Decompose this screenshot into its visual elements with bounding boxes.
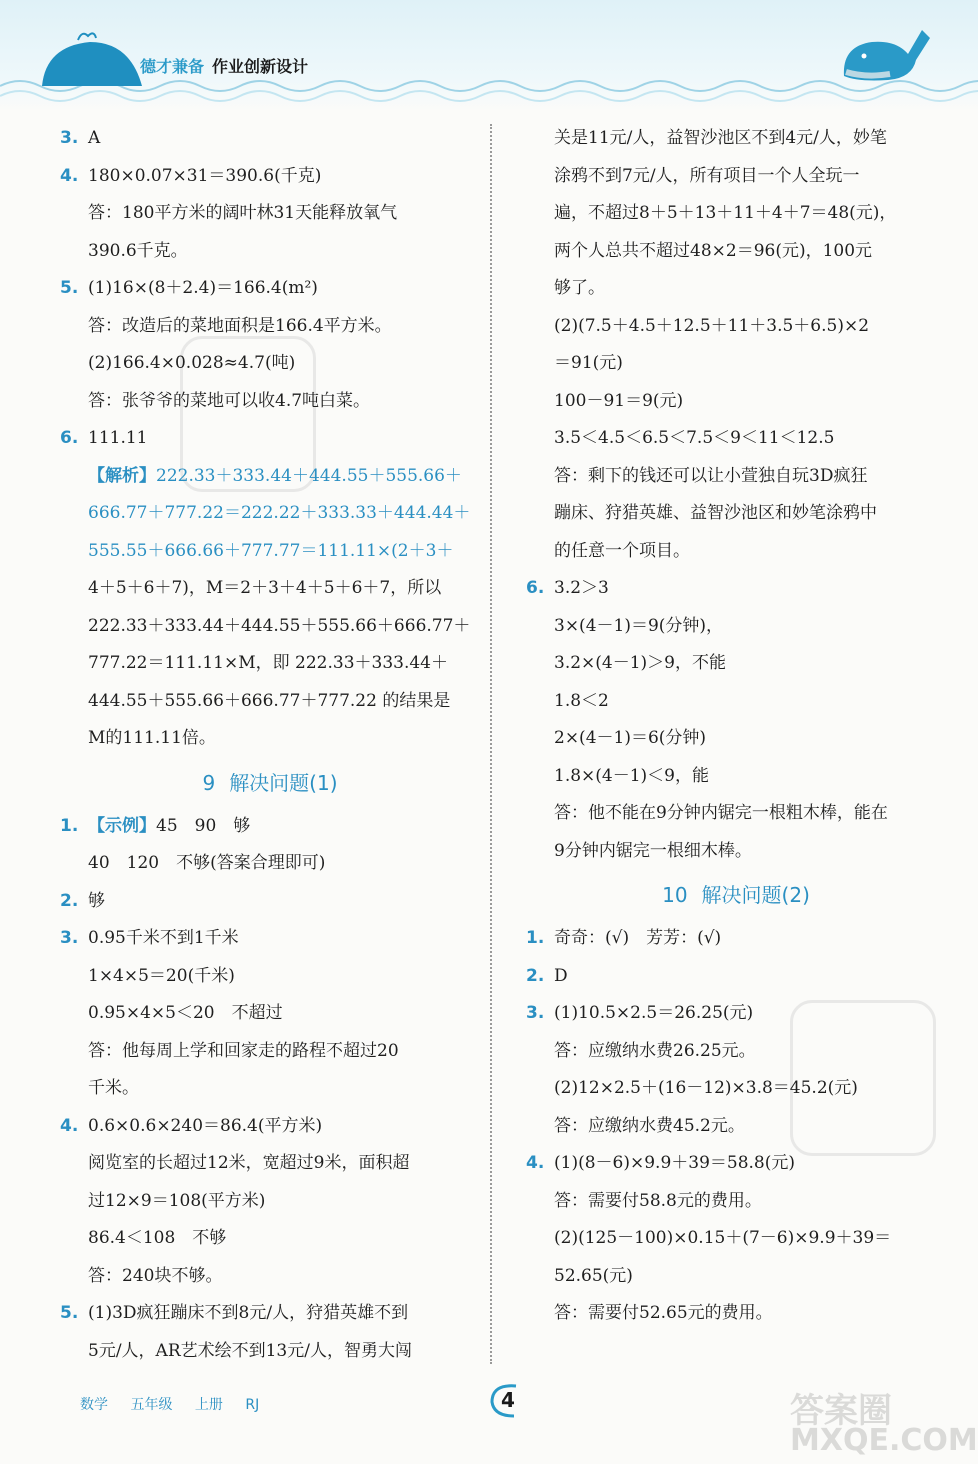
answer-line [526, 1183, 946, 1221]
answer-line [526, 533, 946, 571]
answer-line [526, 683, 946, 721]
answer-text: 过12×9＝108(平方米) [88, 1190, 266, 1211]
answer-text: 0.6×0.6×240＝86.4(平方米) [88, 1115, 323, 1136]
answer-line [60, 683, 480, 721]
answer-line [526, 758, 946, 796]
answer-line [526, 345, 946, 383]
answer-line [60, 995, 480, 1033]
answer-text: 666.77＋777.22＝222.22＋333.33＋444.44＋ [88, 503, 471, 523]
answer-text: 9分钟内锯完一根细木棒。 [554, 840, 752, 861]
question-number: 5. [60, 1303, 79, 1323]
answer-text: 444.55＋555.66＋666.77＋777.22 的结果是 [88, 690, 451, 711]
answer-line [60, 195, 480, 233]
answer-line [526, 120, 946, 158]
answer-line [526, 233, 946, 271]
answer-line [60, 233, 480, 271]
section-heading [526, 870, 946, 920]
answer-text: 关是11元/人，益智沙池区不到4元/人，妙笔 [554, 128, 887, 148]
question-number: 6. [526, 578, 545, 598]
answer-line [60, 845, 480, 883]
answer-line [526, 1145, 946, 1183]
answer-text: 3.5＜4.5＜6.5＜7.5＜9＜11＜12.5 [554, 428, 835, 448]
answer-text: 的任意一个项目。 [554, 540, 690, 561]
footer-info [80, 1394, 277, 1414]
answer-line [526, 570, 946, 608]
answer-line [60, 1145, 480, 1183]
answer-text: 够了。 [554, 278, 605, 298]
answer-line [60, 158, 480, 196]
question-number: 1. [60, 815, 79, 836]
answer-line [526, 795, 946, 833]
question-number: 3. [526, 1003, 545, 1023]
answer-text: 答：张爷爷的菜地可以收4.7吨白菜。 [88, 390, 371, 411]
page-number [486, 1382, 530, 1418]
answer-text: 答：他不能在9分钟内锯完一根粗木棒，能在 [554, 803, 888, 823]
answer-text: 答：他每周上学和回家走的路程不超过20 [88, 1040, 399, 1061]
answer-text: 3.2＞3 [554, 578, 609, 598]
answer-text: 3.2×(4－1)＞9，不能 [554, 653, 726, 673]
answer-text: 0.95×4×5＜20 不超过 [88, 1003, 283, 1023]
footer-grade: 五年级 [130, 1397, 173, 1413]
answer-line [526, 1295, 946, 1333]
answer-line [60, 570, 480, 608]
question-number: 1. [526, 928, 545, 948]
question-number: 2. [526, 965, 545, 986]
answer-text: D [554, 965, 568, 986]
answer-text: 答：应缴纳水费26.25元。 [554, 1040, 756, 1061]
answer-line [60, 1258, 480, 1296]
watermark [790, 1391, 978, 1458]
answer-text: 0.95千米不到1千米 [88, 928, 239, 948]
answer-line [60, 308, 480, 346]
answer-line [526, 833, 946, 871]
answer-text: 答：剩下的钱还可以让小萱独自玩3D疯狂 [554, 465, 868, 486]
answer-line [60, 1033, 480, 1071]
answer-text: 答：240块不够。 [88, 1265, 223, 1286]
answer-line [60, 608, 480, 646]
answer-line [60, 1108, 480, 1146]
whale-icon [838, 22, 934, 82]
answer-text: 390.6千克。 [88, 240, 188, 261]
answer-text: 1.8＜2 [554, 690, 609, 711]
answer-line [60, 720, 480, 758]
answer-line [60, 120, 480, 158]
question-number: 5. [60, 278, 79, 298]
question-number: 3. [60, 128, 79, 148]
answer-line [60, 883, 480, 921]
answer-text: 777.22＝111.11×M，即 222.33＋333.44＋ [88, 653, 448, 673]
answer-text: 86.4＜108 不够 [88, 1228, 227, 1248]
answer-text: (2)(125－100)×0.15＋(7－6)×9.9＋39＝ [554, 1228, 892, 1248]
watermark-line2: MXQE.COM [790, 1423, 978, 1458]
answer-line [526, 920, 946, 958]
answer-line [526, 270, 946, 308]
answer-line [526, 495, 946, 533]
answer-line [526, 995, 946, 1033]
section-number: 9 [202, 770, 216, 795]
answer-text: 千米。 [88, 1078, 139, 1098]
answer-text: 答：改造后的菜地面积是166.4平方米。 [88, 315, 392, 336]
question-number: 4. [526, 1153, 545, 1173]
answer-text: (1)3D疯狂蹦床不到8元/人，狩猎英雄不到 [88, 1303, 409, 1323]
answer-text: 奇奇：(√) 芳芳：(√) [554, 928, 722, 948]
answer-text: 答：需要付52.65元的费用。 [554, 1303, 773, 1323]
question-number: 4. [60, 1115, 79, 1136]
footer-edition: RJ [245, 1397, 260, 1413]
answer-text: 222.33＋333.44＋444.55＋555.66＋666.77＋ [88, 615, 471, 636]
answer-line [526, 158, 946, 196]
answer-text: (1)10.5×2.5＝26.25(元) [554, 1003, 754, 1023]
answer-text: 40 120 不够(答案合理即可) [88, 853, 326, 873]
answer-line [526, 1070, 946, 1108]
answer-text: (2)(7.5＋4.5＋12.5＋11＋3.5＋6.5)×2 [554, 315, 870, 336]
answer-text: 涂鸦不到7元/人，所有项目一个人全玩一 [554, 165, 860, 186]
brand-name: 德才兼备 [140, 57, 205, 76]
answer-line [60, 383, 480, 421]
section-title: 解决问题(2) [701, 883, 810, 907]
answer-tag: 【解析】 [88, 465, 156, 486]
page-header [0, 0, 978, 110]
answer-line [60, 645, 480, 683]
answer-line [526, 195, 946, 233]
answer-line [526, 308, 946, 346]
brand-title [140, 54, 308, 77]
answer-line [526, 1108, 946, 1146]
footer-volume: 上册 [194, 1397, 223, 1413]
question-number: 4. [60, 165, 79, 186]
answer-line [60, 808, 480, 846]
section-title: 解决问题(1) [229, 770, 338, 795]
answer-text: 555.55＋666.66＋777.77＝111.11×(2＋3＋ [88, 540, 454, 561]
answer-line [526, 458, 946, 496]
answer-text: 1.8×(4－1)＜9，能 [554, 765, 709, 786]
watermark-line1: 答案圈 [790, 1391, 892, 1431]
answer-line [526, 645, 946, 683]
answer-line [60, 920, 480, 958]
answer-line [60, 270, 480, 308]
answer-text: A [88, 128, 101, 148]
answer-text: 遍，不超过8＋5＋13＋11＋4＋7＝48(元)， [554, 203, 897, 223]
answer-line [526, 958, 946, 996]
answer-line [60, 1220, 480, 1258]
answer-line [526, 420, 946, 458]
answer-text: 够 [88, 890, 105, 911]
section-number: 10 [662, 883, 688, 907]
column-divider [490, 124, 492, 1364]
answer-text: (2)166.4×0.028≈4.7(吨) [88, 353, 296, 373]
answer-line [60, 533, 480, 571]
answer-text: 2×(4－1)＝6(分钟) [554, 728, 707, 748]
answer-text: 111.11 [88, 428, 148, 448]
answer-line [60, 495, 480, 533]
whale-icon [38, 26, 148, 92]
answer-text: ＝91(元) [554, 353, 623, 373]
question-number: 2. [60, 890, 79, 911]
brand-slogan: 作业创新设计 [212, 57, 309, 76]
answer-tag: 【示例】 [88, 815, 156, 836]
answer-line [526, 1033, 946, 1071]
answer-line [526, 1258, 946, 1296]
answer-text: 蹦床、狩猎英雄、益智沙池区和妙笔涂鸦中 [554, 503, 877, 523]
answer-text: 222.33＋333.44＋444.55＋555.66＋ [156, 465, 462, 486]
answer-line [60, 1183, 480, 1221]
answer-line [60, 458, 480, 496]
footer-subject: 数学 [80, 1397, 108, 1413]
answer-text: 阅览室的长超过12米，宽超过9米，面积超 [88, 1153, 410, 1173]
answer-text: (1)(8－6)×9.9＋39＝58.8(元) [554, 1153, 796, 1173]
answer-text: 180×0.07×31＝390.6(千克) [88, 165, 322, 186]
answer-text: 4＋5＋6＋7)，M＝2＋3＋4＋5＋6＋7，所以 [88, 578, 442, 598]
answer-text: 100－91＝9(元) [554, 390, 684, 411]
answer-text: (1)16×(8＋2.4)＝166.4(m²) [88, 278, 318, 298]
answer-text: 两个人总共不超过48×2＝96(元)，100元 [554, 240, 873, 261]
answer-line [60, 420, 480, 458]
answer-line [526, 608, 946, 646]
question-number: 6. [60, 428, 79, 448]
answer-line [60, 1070, 480, 1108]
question-number: 3. [60, 928, 79, 948]
answer-text: 5元/人，AR艺术绘不到13元/人，智勇大闯 [88, 1340, 412, 1361]
answer-line [526, 720, 946, 758]
answer-text: 答：180平方米的阔叶林31天能释放氧气 [88, 203, 398, 223]
answer-text: M的111.11倍。 [88, 728, 216, 748]
answer-line [60, 958, 480, 996]
answer-text: 答：需要付58.8元的费用。 [554, 1190, 762, 1211]
answer-line [526, 383, 946, 421]
section-heading [60, 758, 480, 808]
answer-text: 52.65(元) [554, 1265, 633, 1286]
answer-text: 3×(4－1)＝9(分钟)， [554, 615, 724, 636]
right-column [526, 120, 946, 1333]
answer-line [60, 1295, 480, 1333]
left-column [60, 120, 480, 1370]
page-number-text: 4 [501, 1388, 515, 1412]
answer-line [60, 345, 480, 383]
answer-text: 1×4×5＝20(千米) [88, 965, 235, 986]
answer-text: 答：应缴纳水费45.2元。 [554, 1115, 745, 1136]
answer-line [60, 1333, 480, 1371]
answer-line [526, 1220, 946, 1258]
answer-text: (2)12×2.5＋(16－12)×3.8＝45.2(元) [554, 1078, 858, 1098]
answer-text: 45 90 够 [156, 815, 251, 836]
